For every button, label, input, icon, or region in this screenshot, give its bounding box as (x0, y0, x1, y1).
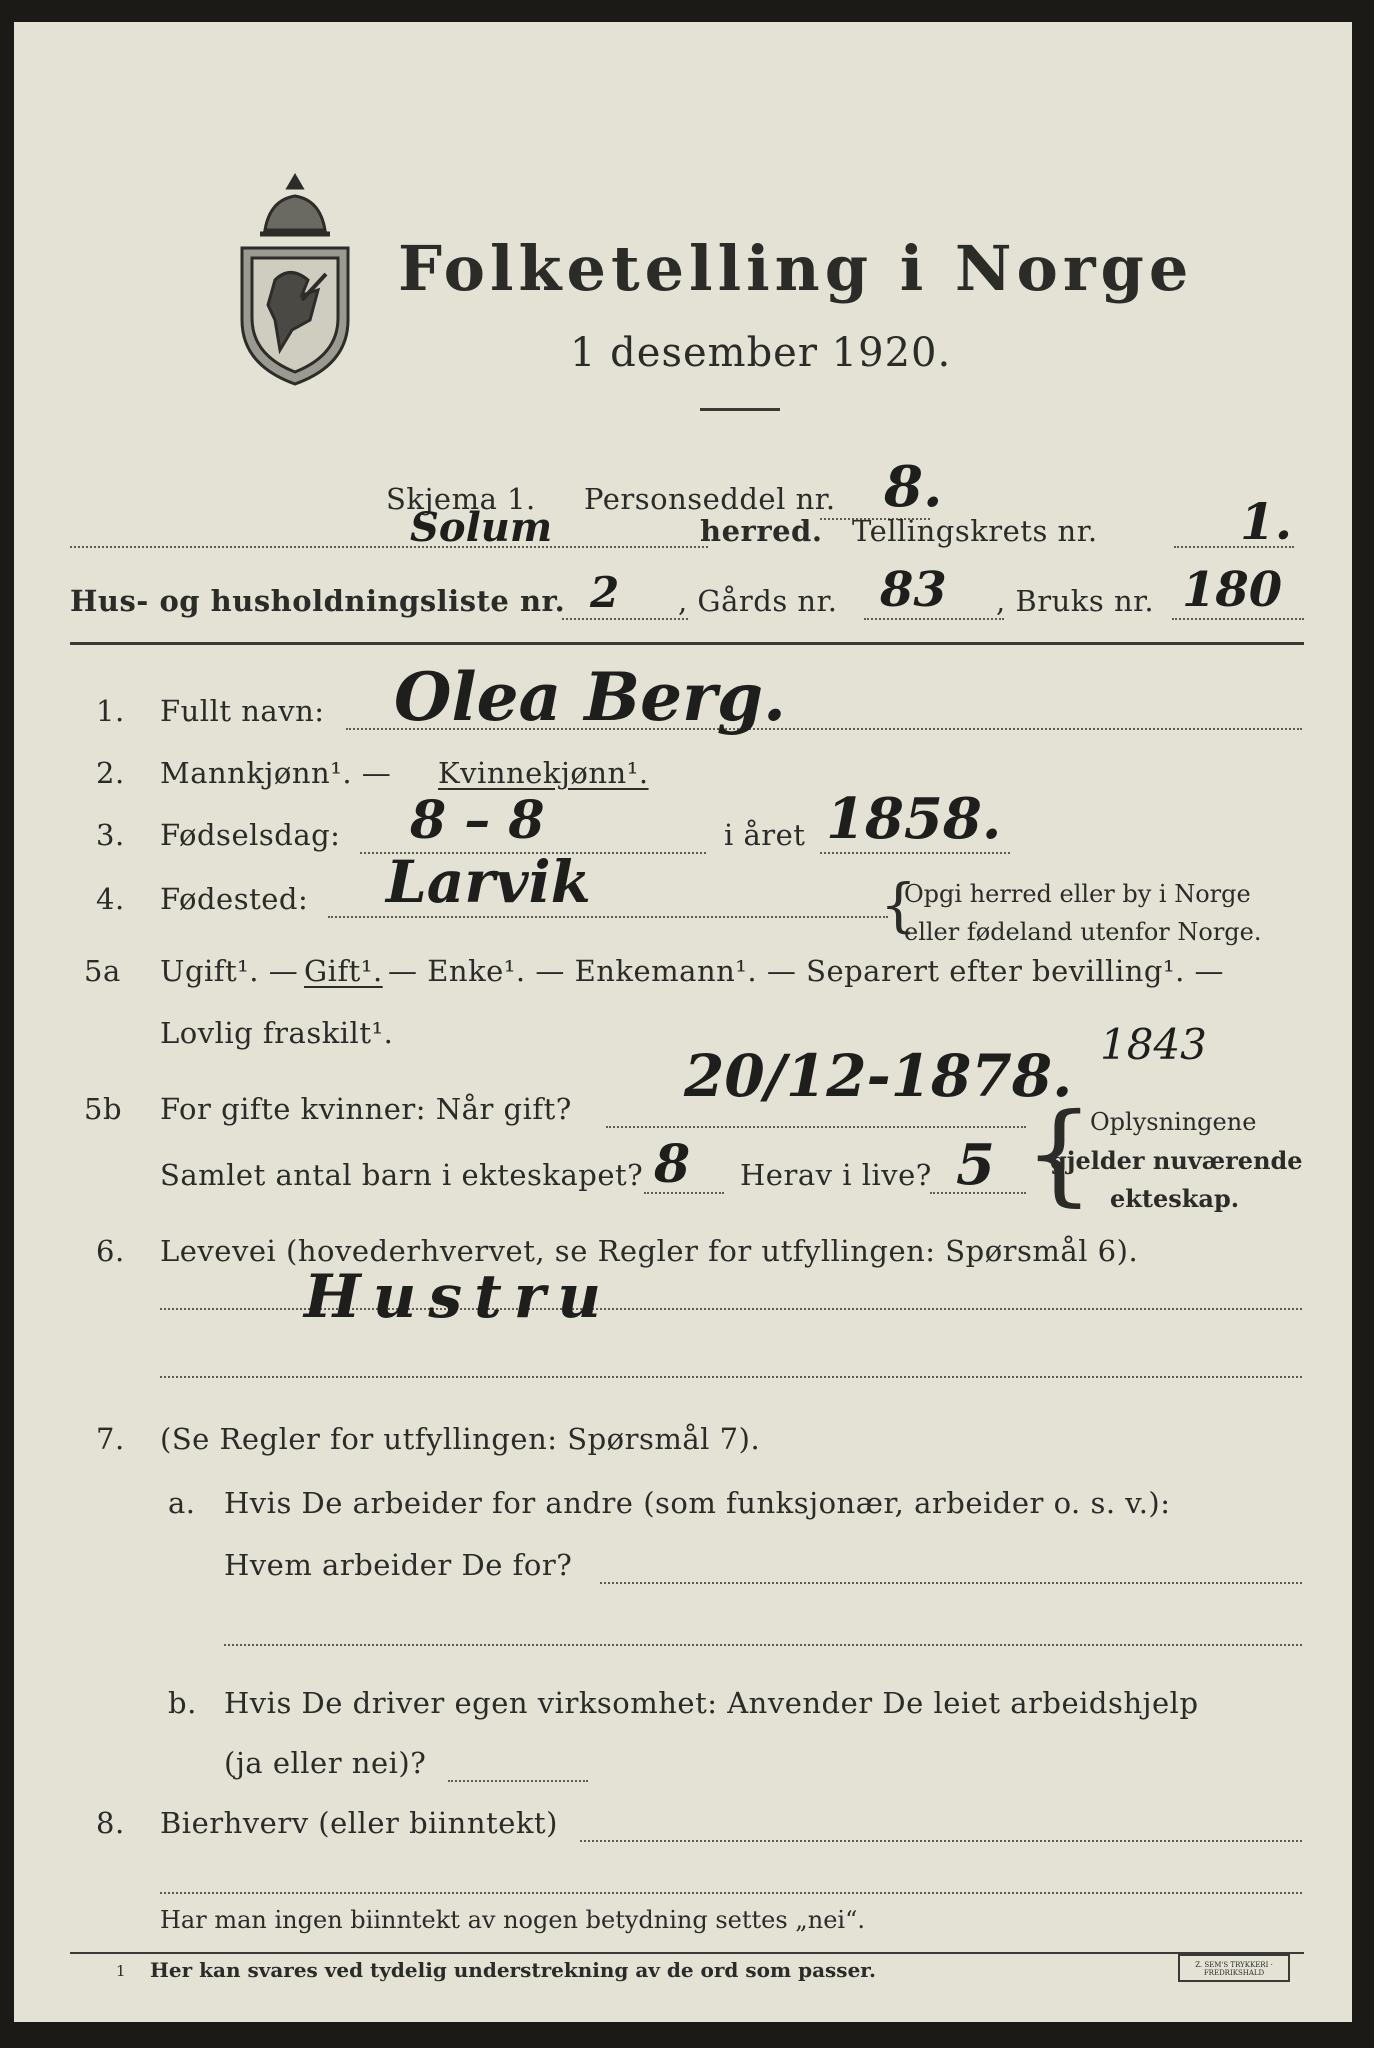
norwegian-coat-of-arms-icon (230, 170, 360, 390)
q7a-label-2: Hvem arbeider De for? (224, 1548, 573, 1582)
q5b-extra-note: 1843 (1100, 1020, 1207, 1069)
husliste-value: 2 (590, 568, 620, 617)
tellingskrets-label: Tellingskrets nr. (852, 514, 1098, 548)
husliste-label: Hus- og husholdningsliste nr. (70, 584, 566, 618)
q4-field-line (328, 916, 888, 918)
q2-male: Mannkjønn¹. — (160, 756, 392, 790)
personseddel-value: 8. (884, 454, 943, 520)
q5b-note-line-3: ekteskap. (1110, 1184, 1240, 1213)
q5a-number: 5a (84, 954, 121, 988)
q5b-field-line (606, 1126, 1026, 1128)
q5b-children-value: 8 (654, 1134, 691, 1195)
q7b-label: Hvis De driver egen virksomhet: Anvender De leiet arbeidshjelp (224, 1686, 1199, 1720)
q7-number: 7. (96, 1422, 125, 1456)
biinntekt-note: Har man ingen biinntekt av nogen betydning settes „nei“. (160, 1906, 865, 1934)
q7-label: (Se Regler for utfyllingen: Spørsmål 7). (160, 1422, 761, 1456)
bruks-label: , Bruks nr. (996, 584, 1155, 618)
q5a-line-2: Lovlig fraskilt¹. (160, 1016, 394, 1050)
q7a-field-line-2 (224, 1644, 1302, 1646)
q8-number: 8. (96, 1806, 125, 1840)
footnote-rule (70, 1952, 1304, 1954)
herred-label: herred. (700, 514, 823, 548)
title-divider (700, 408, 780, 411)
q7b-label-2: (ja eller nei)? (224, 1746, 427, 1780)
gards-value: 83 (880, 562, 947, 618)
q1-number: 1. (96, 694, 125, 728)
q5b-children-label: Samlet antal barn i ekteskapet? (160, 1158, 644, 1192)
footnote-text: Her kan svares ved tydelig understrekning av de ord som passer. (150, 1958, 876, 1982)
q2-female: Kvinnekjønn¹. (438, 756, 649, 790)
printer-stamp (1178, 1954, 1290, 1982)
q6-label: Levevei (hovederhvervet, se Regler for utfyllingen: Spørsmål 6). (160, 1234, 1139, 1268)
q8-label: Bierhverv (eller biinntekt) (160, 1806, 558, 1840)
q7a-label: Hvis De arbeider for andre (som funksjonær, arbeider o. s. v.): (224, 1486, 1171, 1520)
q3-year-label: i året (724, 818, 806, 852)
q5b-note-brace: { (1024, 1089, 1094, 1217)
bruks-value: 180 (1182, 562, 1283, 618)
q4-value: Larvik (386, 848, 591, 916)
skjema-label: Skjema 1. (386, 482, 536, 516)
q8-field-line-1 (580, 1840, 1302, 1842)
q3-value: 8 – 8 (410, 790, 545, 851)
tellingskrets-value: 1. (1240, 492, 1293, 551)
q5b-alive-value: 5 (956, 1132, 995, 1198)
printer-stamp-text: Z. SEM'S TRYKKERI · FREDRIKSHALD (1195, 1961, 1273, 1977)
header-rule (70, 642, 1304, 645)
footnote-mark: 1 (116, 1962, 126, 1980)
census-form-page (14, 22, 1352, 2022)
q4-label: Fødested: (160, 882, 309, 916)
q3-number: 3. (96, 818, 125, 852)
q4-number: 4. (96, 882, 125, 916)
q5a-gift: Gift¹. (304, 954, 383, 988)
census-date: 1 desember 1920. (570, 330, 952, 376)
q7b-field-line (448, 1780, 588, 1782)
q3-label: Fødselsdag: (160, 818, 341, 852)
page-title: Folketelling i Norge (398, 232, 1194, 305)
q2-number: 2. (96, 756, 125, 790)
q5b-note-line-1: Oplysningene (1090, 1108, 1257, 1136)
q7a-field-line-1 (600, 1582, 1302, 1584)
q5b-number: 5b (84, 1092, 123, 1126)
q5b-label: For gifte kvinner: Når gift? (160, 1092, 572, 1126)
q5b-alive-label: Herav i live? (740, 1158, 932, 1192)
herred-field-line (70, 546, 708, 548)
q3-year-value: 1858. (826, 786, 1002, 852)
q5a-rest: — Enke¹. — Enkemann¹. — Separert efter bevilling¹. — (388, 954, 1225, 988)
q6-value: Hustru (304, 1262, 614, 1332)
q4-note-line-1: Opgi herred eller by i Norge (904, 880, 1251, 908)
husliste-field-line (562, 618, 688, 620)
personseddel-label: Personseddel nr. (584, 482, 836, 516)
q7a-letter: a. (168, 1486, 196, 1520)
q7b-letter: b. (168, 1686, 197, 1720)
gards-label: , Gårds nr. (678, 584, 838, 618)
q8-field-line-2 (160, 1892, 1302, 1894)
q4-note-brace: { (880, 871, 917, 939)
q4-note-line-2: eller fødeland utenfor Norge. (904, 918, 1262, 946)
q5b-note-line-2: gjelder nuværende (1050, 1146, 1303, 1175)
gards-field-line (864, 618, 1004, 620)
q5a-ugift: Ugift¹. — (160, 954, 299, 988)
q1-label: Fullt navn: (160, 694, 325, 728)
herred-value: Solum (410, 504, 553, 551)
q6-number: 6. (96, 1234, 125, 1268)
q5b-value: 20/12-1878. (684, 1042, 1073, 1110)
bruks-field-line (1172, 618, 1304, 620)
q1-value: Olea Berg. (394, 658, 786, 736)
q6-field-line-2 (160, 1376, 1302, 1378)
q3-year-field-line (820, 852, 1010, 854)
